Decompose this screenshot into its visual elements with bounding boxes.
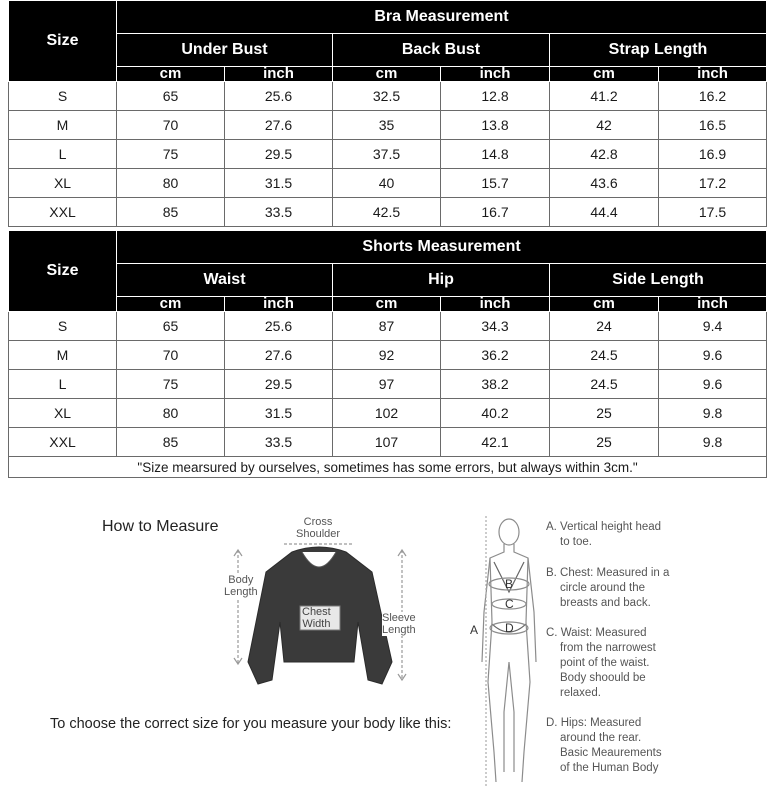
size-cell: L (9, 140, 117, 169)
table-cell: 9.6 (659, 370, 767, 399)
table-row (9, 399, 767, 428)
table-cell: 85 (117, 428, 225, 457)
table-cell: 32.5 (333, 82, 441, 111)
table-row (9, 111, 767, 140)
table-cell: 9.6 (659, 341, 767, 370)
table-cell: 16.5 (659, 111, 767, 140)
unit-header: cm (550, 297, 659, 312)
table-cell: 33.5 (225, 198, 333, 227)
table-cell: 85 (117, 198, 225, 227)
size-cell: XXL (9, 198, 117, 227)
table-cell: 97 (333, 370, 441, 399)
table-cell: 102 (333, 399, 441, 428)
table-cell: 16.7 (441, 198, 550, 227)
table-cell: 33.5 (225, 428, 333, 457)
unit-header: cm (333, 297, 441, 312)
table-title: Bra Measurement (117, 1, 767, 34)
table-cell: 31.5 (225, 399, 333, 428)
step-line: to toe. (560, 536, 592, 548)
table-cell: 36.2 (441, 341, 550, 370)
unit-header: inch (441, 67, 550, 82)
chest-width-label-line: Chest (302, 606, 331, 618)
step-heading: C. Waist: Measured (546, 627, 647, 639)
size-cell: S (9, 312, 117, 341)
table-cell: 9.8 (659, 428, 767, 457)
table-row (9, 428, 767, 457)
shorts-measurement-table (8, 230, 766, 478)
table-cell: 44.4 (550, 198, 659, 227)
table-cell: 65 (117, 82, 225, 111)
marker-b: B (505, 577, 514, 591)
table-cell: 43.6 (550, 169, 659, 198)
column-group-header: Under Bust (117, 34, 333, 67)
table-cell: 17.5 (659, 198, 767, 227)
unit-header: cm (117, 297, 225, 312)
table-cell: 14.8 (441, 140, 550, 169)
column-group-header: Back Bust (333, 34, 550, 67)
table-cell: 27.6 (225, 341, 333, 370)
table-cell: 87 (333, 312, 441, 341)
body-length-label-line: Body (228, 574, 254, 586)
table-cell: 65 (117, 312, 225, 341)
step-line: breasts and back. (560, 597, 651, 609)
table-cell: 25 (550, 428, 659, 457)
table-row (9, 82, 767, 111)
cross-shoulder-label-line: Cross (303, 516, 333, 528)
table-row (9, 169, 767, 198)
table-cell: 42 (550, 111, 659, 140)
table-cell: 75 (117, 140, 225, 169)
table-cell: 42.8 (550, 140, 659, 169)
table-cell: 35 (333, 111, 441, 140)
unit-header: cm (333, 67, 441, 82)
table-cell: 41.2 (550, 82, 659, 111)
table-row (9, 198, 767, 227)
table-cell: 24.5 (550, 370, 659, 399)
table-cell: 38.2 (441, 370, 550, 399)
table-cell: 29.5 (225, 370, 333, 399)
table-cell: 25.6 (225, 82, 333, 111)
marker-a: A (470, 623, 479, 637)
table-row (9, 370, 767, 399)
unit-header: cm (550, 67, 659, 82)
table-cell: 80 (117, 169, 225, 198)
table-cell: 9.8 (659, 399, 767, 428)
marker-d: D (505, 621, 514, 635)
size-cell: XL (9, 399, 117, 428)
unit-header: inch (659, 297, 767, 312)
size-cell: S (9, 82, 117, 111)
table-cell: 13.8 (441, 111, 550, 140)
step-line: around the rear. (560, 732, 642, 744)
table-cell: 25.6 (225, 312, 333, 341)
table-cell: 24 (550, 312, 659, 341)
size-header: Size (9, 1, 117, 82)
size-cell: L (9, 370, 117, 399)
table-cell: 29.5 (225, 140, 333, 169)
unit-header: inch (225, 297, 333, 312)
size-cell: M (9, 111, 117, 140)
table-cell: 37.5 (333, 140, 441, 169)
table-row (9, 312, 767, 341)
size-cell: XL (9, 169, 117, 198)
size-header: Size (9, 231, 117, 312)
column-group-header: Strap Length (550, 34, 767, 67)
table-cell: 24.5 (550, 341, 659, 370)
table-cell: 16.9 (659, 140, 767, 169)
table-title: Shorts Measurement (117, 231, 767, 264)
table-cell: 70 (117, 341, 225, 370)
table-row (9, 140, 767, 169)
table-cell: 12.8 (441, 82, 550, 111)
table-cell: 9.4 (659, 312, 767, 341)
measure-step-c (546, 626, 656, 701)
cross-shoulder-label (296, 516, 340, 540)
column-group-header: Side Length (550, 264, 767, 297)
chest-width-label-line: Width (302, 618, 331, 630)
bra-measurement-table (8, 0, 766, 227)
step-heading: B. Chest: Measured in a (546, 567, 670, 579)
step-line: point of the waist. (560, 657, 650, 669)
measure-step-d (546, 716, 662, 776)
size-cell: XXL (9, 428, 117, 457)
column-group-header: Hip (333, 264, 550, 297)
table-cell: 31.5 (225, 169, 333, 198)
marker-c: C (505, 597, 514, 611)
table-row (9, 341, 767, 370)
table-cell: 40.2 (441, 399, 550, 428)
table-cell: 70 (117, 111, 225, 140)
step-line: of the Human Body (560, 762, 659, 774)
measure-instruction: To choose the correct size for you measure your body like this: (50, 716, 452, 732)
table-cell: 34.3 (441, 312, 550, 341)
step-line: from the narrowest (560, 642, 656, 654)
size-note: "Size mearsured by ourselves, sometimes has some errors, but always within 3cm." (9, 457, 767, 478)
table-cell: 42.1 (441, 428, 550, 457)
table-cell: 16.2 (659, 82, 767, 111)
step-line: Body shoould be (560, 672, 646, 684)
how-to-measure-title: How to Measure (102, 518, 219, 535)
table-cell: 15.7 (441, 169, 550, 198)
step-line: circle around the (560, 582, 646, 594)
step-heading: D. Hips: Measured (546, 717, 642, 729)
unit-header: inch (441, 297, 550, 312)
unit-header: inch (659, 67, 767, 82)
body-figure (474, 512, 544, 792)
measure-step-b (546, 566, 669, 611)
table-cell: 25 (550, 399, 659, 428)
table-cell: 107 (333, 428, 441, 457)
size-cell: M (9, 341, 117, 370)
column-group-header: Waist (117, 264, 333, 297)
step-line: Basic Meaurements (560, 747, 662, 759)
body-length-label-line: Length (224, 586, 258, 598)
step-heading: A. Vertical height head (546, 521, 662, 533)
sleeve-length-label (382, 612, 416, 636)
measure-step-a (546, 520, 661, 550)
sleeve-length-label-line: Length (382, 624, 416, 636)
sleeve-length-label-line: Sleeve (382, 612, 416, 624)
table-cell: 80 (117, 399, 225, 428)
table-cell: 75 (117, 370, 225, 399)
chest-width-label (302, 606, 331, 630)
table-cell: 17.2 (659, 169, 767, 198)
step-line: relaxed. (560, 687, 601, 699)
table-cell: 92 (333, 341, 441, 370)
unit-header: cm (117, 67, 225, 82)
unit-header: inch (225, 67, 333, 82)
table-cell: 40 (333, 169, 441, 198)
body-length-label (224, 574, 258, 598)
table-cell: 42.5 (333, 198, 441, 227)
cross-shoulder-label-line: Shoulder (296, 528, 341, 540)
table-cell: 27.6 (225, 111, 333, 140)
